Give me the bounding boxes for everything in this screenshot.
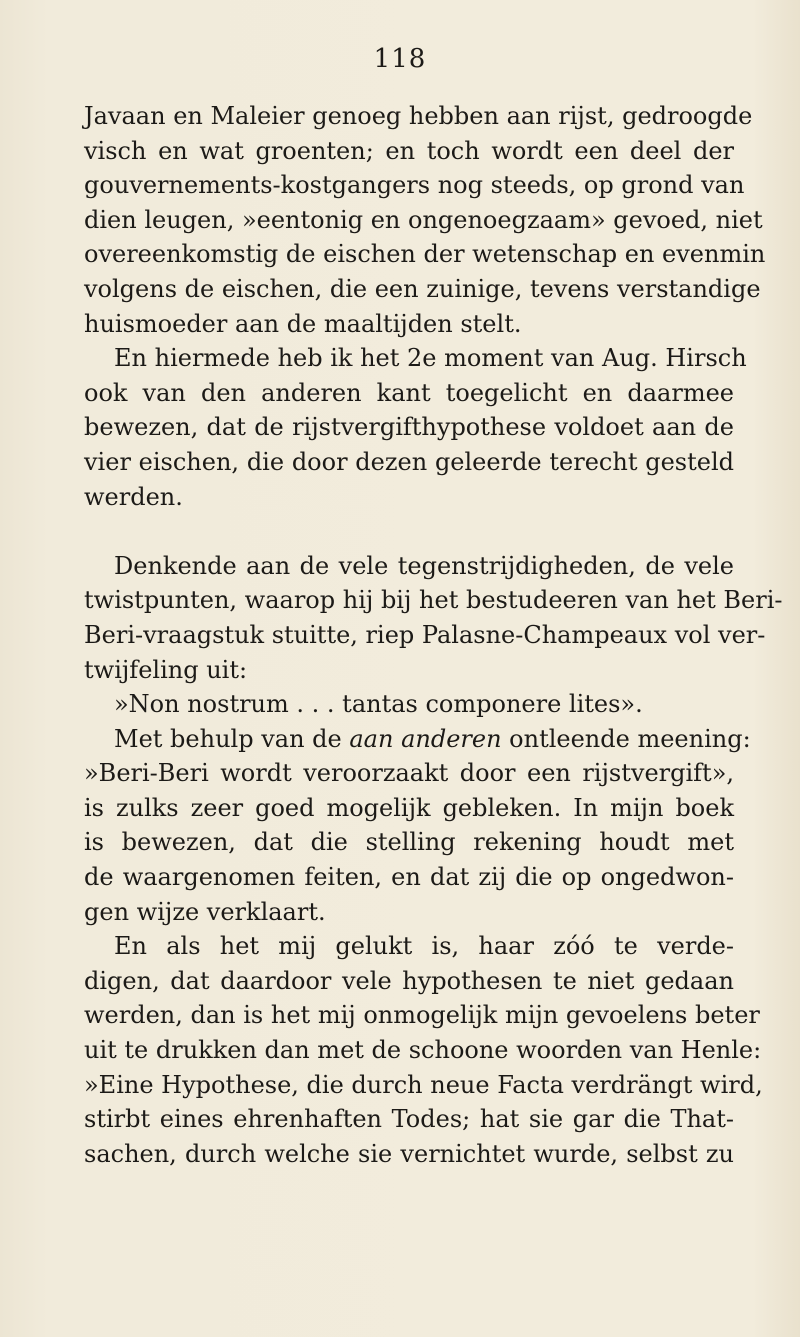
text-line: Denkende aan de vele tegenstrijdigheden, de vele (114, 551, 734, 580)
text-line: dien leugen, »eentonig en ongenoegzaam» gevoed, niet (84, 205, 763, 234)
text-line: ook van den anderen kant toegelicht en daarmee (84, 378, 734, 407)
text-line: »Non nostrum . . . tantas componere lites». (114, 690, 643, 719)
text-line: Met behulp van de aan anderen ontleende meening: (114, 724, 751, 753)
text-line: uit te drukken dan met de schoone woorden van Henle: (84, 1036, 762, 1065)
text-line: is zulks zeer goed mogelijk gebleken. In mijn boek (84, 793, 734, 822)
text-line: En hiermede heb ik het 2e moment van Aug. Hirsch (114, 344, 747, 373)
text-line: volgens de eischen, die een zuinige, tevens verstandige (84, 274, 761, 303)
text-line: Javaan en Maleier genoeg hebben aan rijst, gedroogde (84, 102, 753, 130)
text-line: de waargenomen feiten, en dat zij die op ongedwon- (84, 863, 734, 892)
body-text (84, 99, 783, 1171)
text-line: »Eine Hypothese, die durch neue Facta verdrängt wird, (84, 1070, 763, 1099)
text-line: twistpunten, waarop hij bij het bestudeeren van het Beri- (84, 586, 783, 615)
text-line: digen, dat daardoor vele hypothesen te niet gedaan (84, 966, 734, 995)
text-line: »Beri-Beri wordt veroorzaakt door een rijstvergift», (84, 759, 734, 788)
text-line: bewezen, dat de rijstvergifthypothese voldoet aan de (84, 413, 734, 442)
text-line: stirbt eines ehrenhaften Todes; hat sie gar die That- (84, 1105, 734, 1134)
paragraph-gap (84, 514, 734, 549)
text-line: overeenkomstig de eischen der wetenschap en evenmin (84, 240, 766, 269)
page-number: 118 (373, 44, 427, 74)
text-line: vier eischen, die door dezen geleerde terecht gesteld (84, 447, 734, 476)
text-line: is bewezen, dat die stelling rekening houdt met (84, 828, 734, 857)
text-line: sachen, durch welche sie vernichtet wurde, selbst zu (84, 1139, 734, 1168)
text-line: gouvernements-kostgangers nog steeds, op grond van (84, 171, 745, 200)
text-line: werden. (84, 482, 183, 511)
text-line: twijfeling uit: (84, 655, 248, 684)
text-line: Beri-vraagstuk stuitte, riep Palasne-Champeaux vol ver- (84, 620, 766, 649)
italic-phrase: aan anderen (349, 724, 502, 753)
text-line: En als het mij gelukt is, haar zóó te verde- (114, 932, 734, 961)
text-line: werden, dan is het mij onmogelijk mijn gevoelens beter (84, 1001, 760, 1030)
text-line: visch en wat groenten; en toch wordt een deel der (84, 136, 734, 165)
text-line: huismoeder aan de maaltijden stelt. (84, 309, 522, 338)
text-line: gen wijze verklaart. (84, 897, 326, 926)
